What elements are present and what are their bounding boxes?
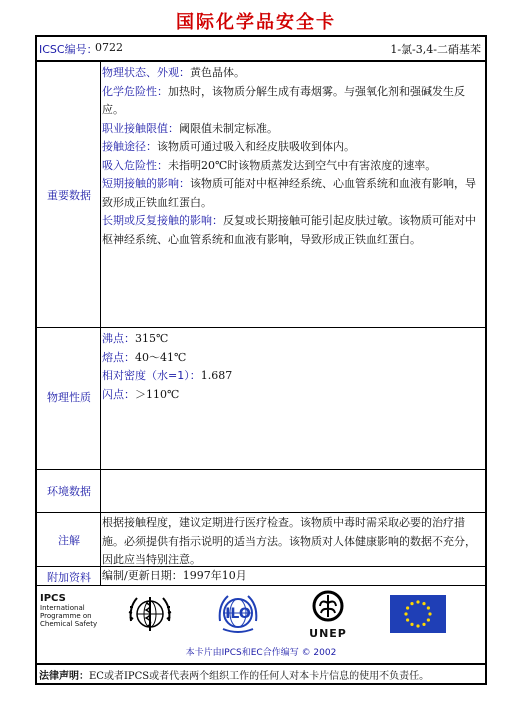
physical-item [102,367,484,386]
important-item [102,64,484,83]
important-item-key: 短期接触的影响： [102,177,190,190]
chemical-name: 1-氯-3,4-二硝基苯 [390,43,481,56]
section-label-environment: 环境数据 [47,485,91,498]
important-item-key: 接触途径： [102,140,157,153]
important-item-value: 加热时，该物质分解生成有毒烟雾。与强氧化剂和强碱发生反应。 [102,84,465,116]
ilo-emblem-icon [215,591,261,637]
section-label-notes: 注解 [58,534,80,547]
eu-star [406,606,409,609]
important-item [102,138,484,157]
important-item-value: 黄色晶体。 [190,66,245,79]
physical-item [102,386,484,405]
eu-flag-icon [390,595,446,633]
important-item-value: 阈限值未制定标准。 [179,121,278,135]
physical-item-value: 1.687 [200,369,233,382]
important-item [102,83,484,120]
eu-star [422,623,425,626]
physical-item [102,349,484,368]
ipcs-logo: IPCS International Programme on Chemical Safety [40,593,98,628]
additional-text: 编制/更新日期：1997年10月 [102,569,247,582]
card-title: 国际化学品安全卡 [176,12,336,33]
physical-item-key: 熔点： [102,350,135,364]
eu-star [427,606,430,609]
important-item-value: 反复或长期接触可能引起皮肤过敏。该物质可能对中枢神经系统、心血管系统和血液有影响，导致形成正铁血红蛋白。 [102,214,476,246]
logo-row [37,587,485,663]
important-item-value: 该物质可能对中枢神经系统、心血管系统和血液有影响，导致形成正铁血红蛋白。 [102,177,476,209]
physical-data [102,330,484,404]
physical-item-value: 315℃ [135,332,169,345]
unep-emblem-icon [311,589,345,623]
important-item-value: 未指明20℃时该物质蒸发达到空气中有害浓度的速率。 [168,158,437,172]
important-data [102,64,484,249]
important-item [102,120,484,139]
eu-star [410,623,413,626]
physical-item-value: 40～41℃ [135,350,187,364]
physical-item-value: ＞110℃ [135,387,180,401]
eu-star [416,624,419,627]
important-item-key: 长期或反复接触的影响： [102,214,223,227]
who-emblem-icon [127,591,173,637]
important-item-key: 物理状态、外观： [102,66,190,79]
eu-star [428,612,431,615]
icsc-number: 0722 [95,41,123,54]
section-label-physical: 物理性质 [47,391,91,404]
notes-text: 根据接触程度，建议定期进行医疗检查。该物质中毒时需采取必要的治疗措施。必须提供有指示说明的适当方法。该物质对人体健康影响的数据不充分，因此应当特别注意。 [102,516,476,566]
physical-item [102,330,484,349]
icsc-label: ICSC编号： [39,43,98,56]
important-item [102,212,484,249]
eu-star [427,618,430,621]
physical-item-key: 沸点： [102,332,135,345]
safety-card [35,35,487,685]
unep-logo: UNEP [302,589,354,640]
important-item-key: 职业接触限值： [102,121,179,135]
svg-text:ILO: ILO [225,606,251,622]
important-item-value: 该物质可通过吸入和经皮肤吸收到体内。 [157,140,355,153]
section-label-important: 重要数据 [47,189,91,202]
credit-line: 本卡片由IPCS和EC合作编写 © 2002 [185,648,337,658]
eu-star [416,600,419,603]
section-label-additional: 附加资料 [47,571,91,584]
eu-star [406,618,409,621]
important-item [102,157,484,176]
legal-notice: 法律声明：EC或者IPCS或者代表两个组织工作的任何人对本卡片信息的使用不负责任。 [39,671,430,682]
physical-item-key: 相对密度（水=1）： [102,369,201,382]
important-item [102,175,484,212]
important-item-key: 化学危险性： [102,84,168,98]
eu-star [422,602,425,605]
eu-star [410,602,413,605]
important-item-key: 吸入危险性： [102,158,168,172]
eu-star [404,612,407,615]
physical-item-key: 闪点： [102,387,135,401]
